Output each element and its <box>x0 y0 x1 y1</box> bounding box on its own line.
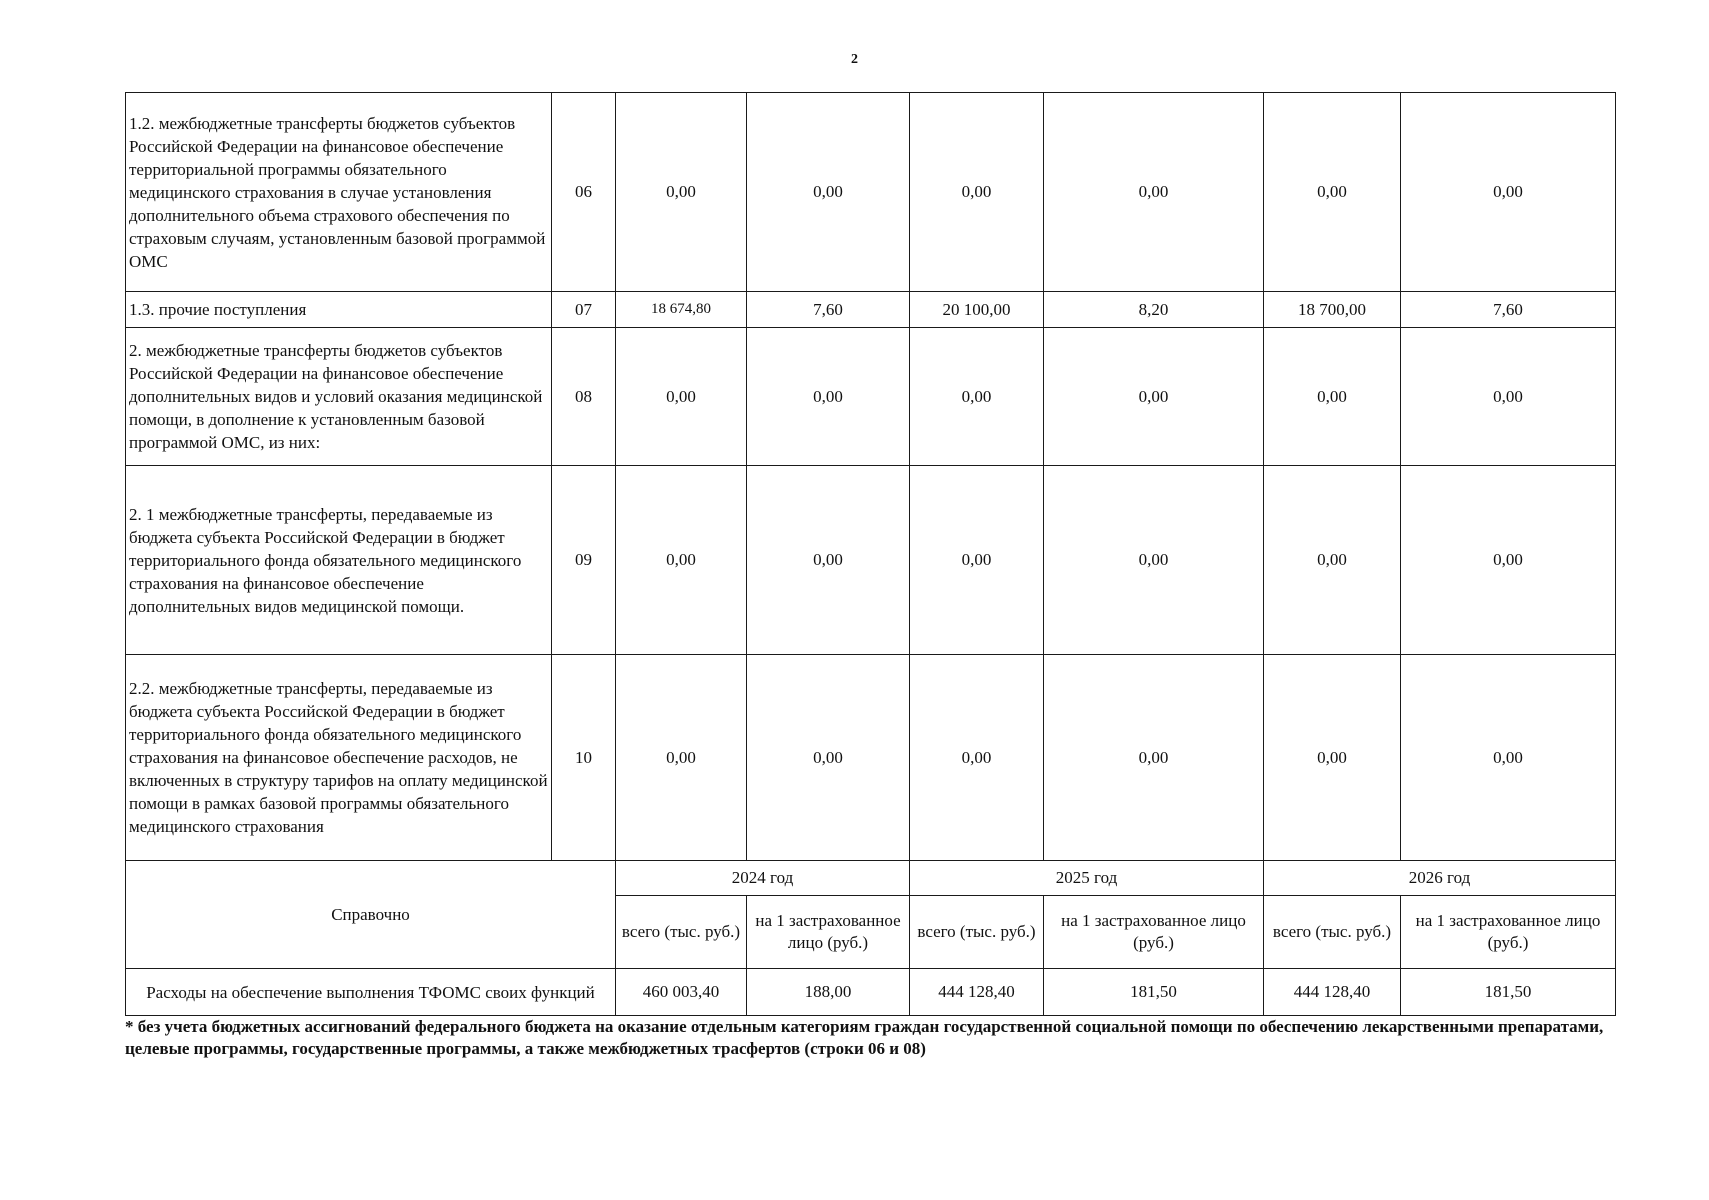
table-row <box>126 292 1616 328</box>
row-description: 2. 1 межбюджетные трансферты, передаваемые из бюджета субъекта Российской Федерации в бюджет территориального фонда обязательного медицинского страхования на финансовое обеспечение дополнительных видов медицинской помощи. <box>126 466 552 655</box>
reference-label: Справочно <box>126 861 616 969</box>
cell-2026-per-person: 0,00 <box>1401 466 1616 655</box>
cell-2025-total: 20 100,00 <box>910 292 1044 328</box>
cell-2024-per-person: 0,00 <box>747 328 910 466</box>
row-description: 1.2. межбюджетные трансферты бюджетов субъектов Российской Федерации на финансовое обеспечение территориальной программы обязательного медицинского страхования в случае установления дополнительного объема страхового обеспечения по страховым случаям, установленным базовой программой ОМС <box>126 93 552 292</box>
row-code: 09 <box>552 466 616 655</box>
footnote: * без учета бюджетных ассигнований федерального бюджета на оказание отдельным категориям граждан государственной социальной помощи по обеспечению лекарственными препаратами, целевые программы, государственные программы, а также межбюджетных трасфертов (строки 06 и 08) <box>125 1017 1604 1058</box>
row-code: 07 <box>552 292 616 328</box>
cell-2024-total: 0,00 <box>616 93 747 292</box>
reference-year-row <box>126 861 1616 896</box>
cell-2024-total: 18 674,80 <box>616 292 747 328</box>
year-2024-header: 2024 год <box>616 861 910 896</box>
cell-2025-per-person: 181,50 <box>1044 969 1264 1016</box>
cell-2024-total: 0,00 <box>616 466 747 655</box>
cell-2024-per-person: 0,00 <box>747 466 910 655</box>
table-row <box>126 655 1616 861</box>
per-person-2026-header: на 1 застрахованное лицо (руб.) <box>1401 896 1616 969</box>
cell-2024-total: 0,00 <box>616 328 747 466</box>
year-2026-header: 2026 год <box>1264 861 1616 896</box>
table-row <box>126 328 1616 466</box>
cell-2025-per-person: 0,00 <box>1044 328 1264 466</box>
cell-2025-total: 0,00 <box>910 93 1044 292</box>
cell-2024-total: 0,00 <box>616 655 747 861</box>
total-2026-header: всего (тыс. руб.) <box>1264 896 1401 969</box>
per-person-2024-header: на 1 застрахованное лицо (руб.) <box>747 896 910 969</box>
table-row <box>126 93 1616 292</box>
cell-2025-total: 0,00 <box>910 655 1044 861</box>
cell-2026-per-person: 0,00 <box>1401 93 1616 292</box>
row-description: 2. межбюджетные трансферты бюджетов субъектов Российской Федерации на финансовое обеспечение дополнительных видов и условий оказания медицинской помощи, в дополнение к установленным базовой программой ОМС, из них: <box>126 328 552 466</box>
cell-2026-total: 0,00 <box>1264 655 1401 861</box>
cell-2024-total: 460 003,40 <box>616 969 747 1016</box>
table-row <box>126 466 1616 655</box>
budget-table <box>125 92 1616 1016</box>
cell-2024-per-person: 0,00 <box>747 655 910 861</box>
row-description: 2.2. межбюджетные трансферты, передаваемые из бюджета субъекта Российской Федерации в бюджет территориального фонда обязательного медицинского страхования на финансовое обеспечение расходов, не включенных в структуру тарифов на оплату медицинской помощи в рамках базовой программы обязательного медицинского страхования <box>126 655 552 861</box>
cell-2026-total: 0,00 <box>1264 328 1401 466</box>
cell-2026-per-person: 7,60 <box>1401 292 1616 328</box>
cell-2025-total: 0,00 <box>910 466 1044 655</box>
row-code: 08 <box>552 328 616 466</box>
cell-2024-per-person: 0,00 <box>747 93 910 292</box>
cell-2026-per-person: 0,00 <box>1401 655 1616 861</box>
cell-2024-per-person: 7,60 <box>747 292 910 328</box>
per-person-2025-header: на 1 застрахованное лицо (руб.) <box>1044 896 1264 969</box>
cell-2025-per-person: 0,00 <box>1044 466 1264 655</box>
cell-2026-per-person: 181,50 <box>1401 969 1616 1016</box>
expenses-label: Расходы на обеспечение выполнения ТФОМС своих функций <box>126 969 616 1016</box>
cell-2025-per-person: 8,20 <box>1044 292 1264 328</box>
cell-2025-per-person: 0,00 <box>1044 93 1264 292</box>
cell-2026-per-person: 0,00 <box>1401 328 1616 466</box>
total-2024-header: всего (тыс. руб.) <box>616 896 747 969</box>
cell-2026-total: 18 700,00 <box>1264 292 1401 328</box>
cell-2026-total: 444 128,40 <box>1264 969 1401 1016</box>
cell-2026-total: 0,00 <box>1264 466 1401 655</box>
cell-2026-total: 0,00 <box>1264 93 1401 292</box>
cell-2024-per-person: 188,00 <box>747 969 910 1016</box>
total-2025-header: всего (тыс. руб.) <box>910 896 1044 969</box>
expenses-row <box>126 969 1616 1016</box>
row-code: 10 <box>552 655 616 861</box>
cell-2025-per-person: 0,00 <box>1044 655 1264 861</box>
cell-2025-total: 444 128,40 <box>910 969 1044 1016</box>
row-code: 06 <box>552 93 616 292</box>
page-number: 2 <box>851 52 858 67</box>
year-2025-header: 2025 год <box>910 861 1264 896</box>
row-description: 1.3. прочие поступления <box>126 292 552 328</box>
cell-2025-total: 0,00 <box>910 328 1044 466</box>
